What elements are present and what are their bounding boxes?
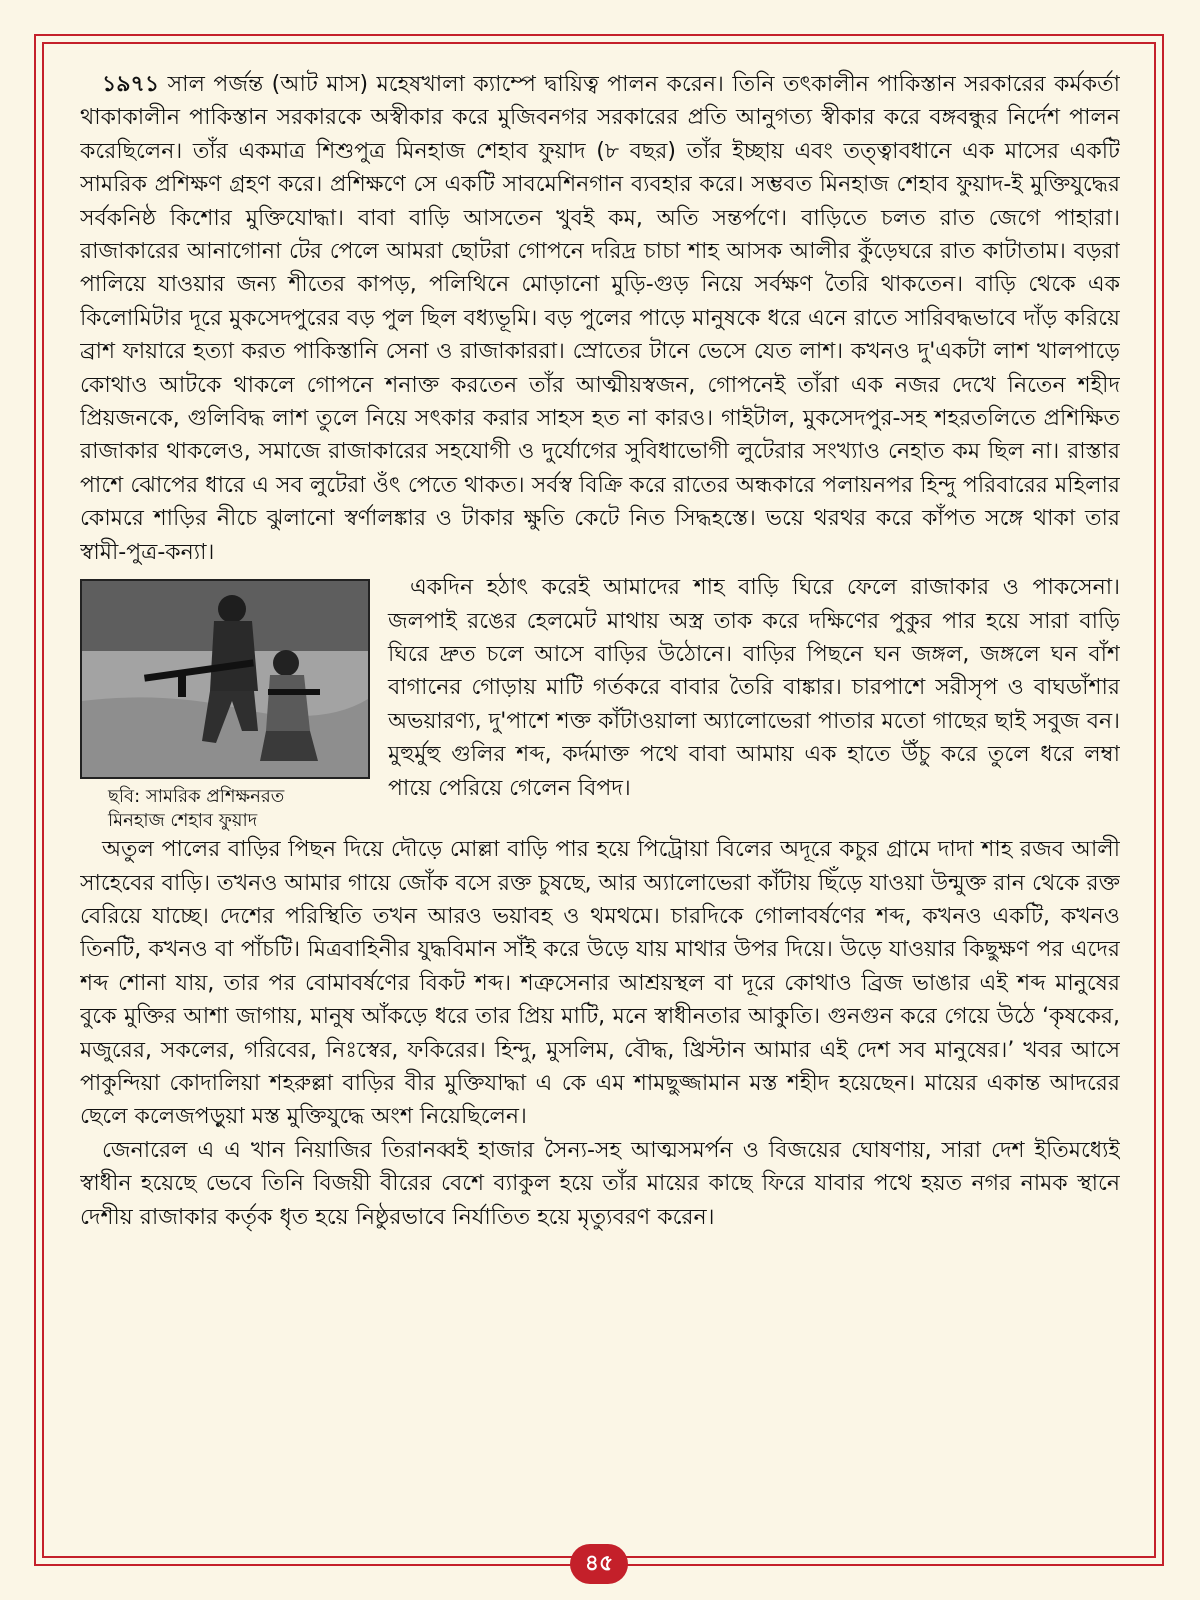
page-number-badge [570,1544,628,1584]
caption-line-2: মিনহাজ শেহাব ফুয়াদ [108,810,258,832]
training-photo [80,579,370,779]
paragraph-1 [80,68,1120,569]
photo-caption [80,785,370,833]
figure-row [80,571,1120,833]
article-body [80,68,1120,1548]
paragraph-1-lead-year: ১৯৭১ [102,72,160,97]
paragraph-1-text: সাল পর্জন্ত (আট মাস) মহেষখালা ক্যাম্পে দ্বায়িত্ব পালন করেন। তিনি তৎকালীন পাকিস্তান সরকারের কর্মকর্তা থাকাকালীন পাকিস্তান সরকারকে অস্বীকার করে মুজিবনগর সরকারের প্রতি আনুগত্য স্বীকার করে বঙ্গবন্ধুর নির্দেশ পালন করেছিলেন। তাঁর একমাত্র শিশুপুত্র মিনহাজ শেহাব ফুয়াদ (৮ বছর) তাঁর ইচ্ছায় এবং তত্ত্বাবধানে এক মাসের একটি সামরিক প্রশিক্ষণ গ্রহণ করে। প্রশিক্ষণে সে একটি সাবমেশিনগান ব্যবহার করে। সম্ভবত মিনহাজ শেহাব ফুয়াদ-ই মুক্তিযুদ্ধের সর্বকনিষ্ঠ কিশোর মুক্তিযোদ্ধা। বাবা বাড়ি আসতেন খুবই কম, অতি সন্তর্পণে। বাড়িতে চলত রাত জেগে পাহারা। রাজাকারের আনাগোনা টের পেলে আমরা ছোটরা গোপনে দরিদ্র চাচা শাহ আসক আলীর কুঁড়েঘরে রাত কাটাতাম। বড়রা পালিয়ে যাওয়ার জন্য শীতের কাপড়, পলিথিনে মোড়ানো মুড়ি-গুড় নিয়ে সর্বক্ষণ তৈরি থাকতেন। বাড়ি থেকে এক কিলোমিটার দূরে মুকসেদপুরের বড় পুল ছিল বধ্যভূমি। বড় পুলের পাড়ে মানুষকে ধরে এনে রাতে সারিবদ্ধভাবে দাঁড় করিয়ে ব্রাশ ফায়ারে হত্যা করত পাকিস্তানি সেনা ও রাজাকাররা। স্রোতের টানে ভেসে যেত লাশ। কখনও দু'একটা লাশ খালপাড়ে কোথাও আটকে থাকলে গোপনে শনাক্ত করতেন তাঁর আত্মীয়স্বজন, গোপনেই তাঁরা এক নজর দেখে নিতেন শহীদ প্রিয়জনকে, গুলিবিদ্ধ লাশ তুলে নিয়ে সৎকার করার সাহস হত না কারও। গাইটাল, মুকসেদপুর-সহ শহরতলিতে প্রশিক্ষিত রাজাকার থাকলেও, সমাজে রাজাকারের সহযোগী ও দুর্যোগের সুবিধাভোগী লুটেরার সংখ্যাও নেহাত কম ছিল না। রাস্তার পাশে ঝোপের ধারে এ সব লুটেরা ওঁৎ পেতে থাকত। সর্বস্ব বিক্রি করে রাতের অন্ধকারে পলায়নপর হিন্দু পরিবারের মহিলার কোমরে শাড়ির নীচে ঝুলানো স্বর্ণালঙ্কার ও টাকার ক্ষুতি কেটে নিত সিদ্ধহস্তে। ভয়ে থরথর করে কাঁপত সঙ্গে থাকা তার স্বামী-পুত্র-কন্যা। [80,72,1120,565]
caption-line-1: ছবি: সামরিক প্রশিক্ষনরত [108,786,285,808]
figure [80,579,370,833]
paragraph-4: জেনারেল এ এ খান নিয়াজির তিরানব্বই হাজার সৈন্য-সহ আত্মসমর্পন ও বিজয়ের ঘোষণায়, সারা দেশ ইতিমধ্যেই স্বাধীন হয়েছে ভেবে তিনি বিজয়ী বীরের বেশে ব্যাকুল হয়ে তাঁর মায়ের কাছে ফিরে যাবার পথে হয়ত নগর নামক স্থানে দেশীয় রাজাকার কর্তৃক ধৃত হয়ে নিষ্ঠুরভাবে নির্যাতিত হয়ে মৃত্যুবরণ করেন। [80,1137,1120,1230]
paragraph-3: অতুল পালের বাড়ির পিছন দিয়ে দৌড়ে মোল্লা বাড়ি পার হয়ে পিট্রোয়া বিলের অদূরে কচুর গ্রামে দাদা শাহ রজব আলী সাহেবের বাড়ি। তখনও আমার গায়ে জোঁক বসে রক্ত চুষছে, আর অ্যালোভেরা কাঁটায় ছিঁড়ে যাওয়া উন্মুক্ত রান থেকে রক্ত বেরিয়ে যাচ্ছে। দেশের পরিস্থিতি তখন আরও ভয়াবহ ও থমথমে। চারদিকে গোলাবর্ষণের শব্দ, কখনও একটি, কখনও তিনটি, কখনও বা পাঁচটি। মিত্রবাহিনীর যুদ্ধবিমান সাঁই করে উড়ে যায় মাথার উপর দিয়ে। উড়ে যাওয়ার কিছুক্ষণ পর এদের শব্দ শোনা যায়, তার পর বোমাবর্ষণের বিকট শব্দ। শত্রুসেনার আশ্রয়স্থল বা দূরে কোথাও ব্রিজ ভাঙার এই শব্দ মানুষের বুকে মুক্তির আশা জাগায়, মানুষ আঁকড়ে ধরে তার প্রিয় মাটি, মনে স্বাধীনতার আকুতি। গুনগুন করে গেয়ে উঠে ‘কৃষকের, মজুরের, সকলের, গরিবের, নিঃস্বের, ফকিরের। হিন্দু, মুসলিম, বৌদ্ধ, খ্রিস্টান আমার এই দেশ সব মানুষের।’ খবর আসে পাকুন্দিয়া কোদালিয়া শহরুল্লা বাড়ির বীর মুক্তিযাদ্ধা এ কে এম শামছুজ্জামান মস্ত শহীদ হয়েছেন। মায়ের একান্ত আদরের ছেলে কলেজপড়ুয়া মস্ত মুক্তিযুদ্ধে অংশ নিয়েছিলেন। [80,837,1120,1130]
paragraph-2: একদিন হঠাৎ করেই আমাদের শাহ বাড়ি ঘিরে ফেলে রাজাকার ও পাকসেনা। জলপাই রঙের হেলমেট মাথায় অস্ত্র তাক করে দক্ষিণের পুকুর পার হয়ে সারা বাড়ি ঘিরে দ্রুত চলে আসে বাড়ির উঠোনে। বাড়ির পিছনে ঘন জঙ্গল, জঙ্গলে ঘন বাঁশ বাগানের গোড়ায় মাটি গর্তকরে বাবার তৈরি বাঙ্কার। চারপাশে সরীসৃপ ও বাঘডাঁশার অভয়ারণ্য, দু'পাশে শক্ত কাঁটাওয়ালা অ্যালোভেরা পাতার মতো গাছের ছাই সবুজ বন। মুহুর্মুহু গুলির শব্দ, কর্দমাক্ত পথে বাবা আমায় এক হাতে উঁচু করে তুলে ধরে লম্বা পায়ে পেরিয়ে গেলেন বিপদ। [388,575,1120,801]
page-number: ৪৫ [584,1550,614,1576]
